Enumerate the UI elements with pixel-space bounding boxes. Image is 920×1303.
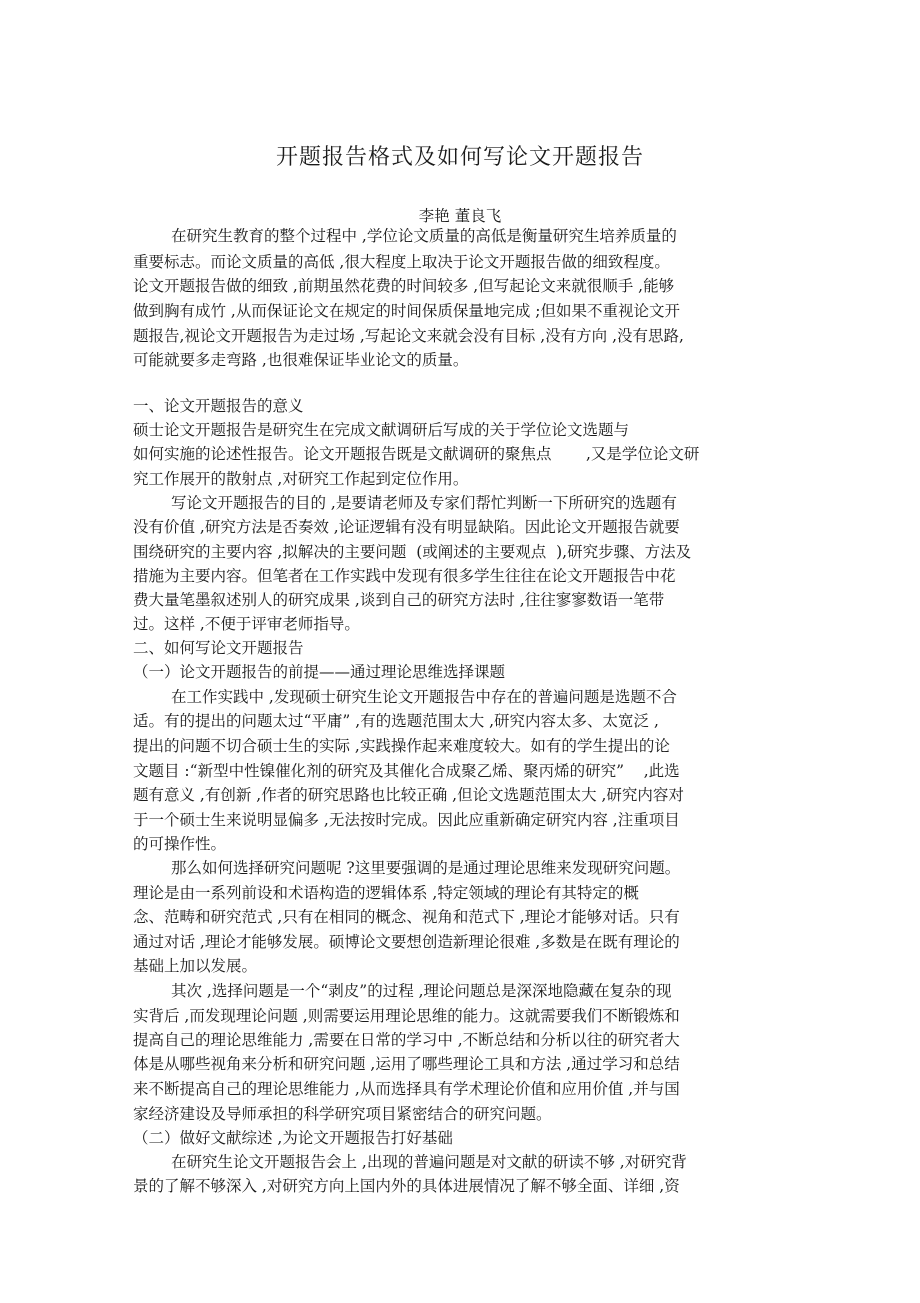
document-title: 开题报告格式及如何写论文开题报告 (275, 145, 644, 170)
paragraph-line: 围绕研究的主要内容 ,拟解决的主要问题 (或阐述的主要观点 ),研究步骤、方法及 (133, 543, 692, 561)
paragraph-line: 在研究生教育的整个过程中 ,学位论文质量的高低是衡量研究生培养质量的 (171, 227, 677, 245)
paragraph-line: 在研究生论文开题报告会上 ,出现的普遍问题是对文献的研读不够 ,对研究背 (171, 1153, 687, 1171)
document-authors: 李艳 董良飞 (418, 207, 502, 225)
paragraph-line: 做到胸有成竹 ,从而保证论文在规定的时间保质保量地完成 ;但如果不重视论文开 (133, 302, 681, 320)
paragraph-line: 可能就要多走弯路 ,也很难保证毕业论文的质量。 (133, 351, 469, 369)
paragraph-line: 基础上加以发展。 (133, 957, 258, 975)
paragraph-line: 其次 ,选择问题是一个“剥皮”的过程 ,理论问题总是深深地隐藏在复杂的现 (171, 982, 672, 1000)
paragraph-line: 来不断提高自己的理论思维能力 ,从而选择具有学术理论价值和应用价值 ,并与国 (133, 1080, 680, 1098)
section-heading: 一、论文开题报告的意义 (133, 397, 304, 415)
paragraph-line: 在工作实践中 ,发现硕士研究生论文开题报告中存在的普遍问题是选题不合 (171, 688, 677, 706)
paragraph-line: 于一个硕士生来说明显偏多 ,无法按时完成。因此应重新确定研究内容 ,注重项目 (133, 811, 680, 829)
paragraph-line: 论文开题报告做的细致 ,前期虽然花费的时间较多 ,但写起论文来就很顺手 ,能够 (133, 277, 675, 295)
paragraph-line: 文题目 :“新型中性镍催化剂的研究及其催化合成聚乙烯、聚丙烯的研究” ,此选 (133, 762, 680, 780)
paragraph-line: 理论是由一系列前设和术语构造的逻辑体系 ,特定领域的理论有其特定的概 (133, 884, 639, 902)
paragraph-line: 念、范畴和研究范式 ,只有在相同的概念、视角和范式下 ,理论才能够对话。只有 (133, 908, 680, 926)
paragraph-line: 通过对话 ,理论才能够发展。硕博论文要想创造新理论很难 ,多数是在既有理论的 (133, 933, 680, 951)
paragraph-line: 景的了解不够深入 ,对研究方向上国内外的具体进展情况了解不够全面、详细 ,资 (133, 1177, 680, 1195)
section-heading: 二、如何写论文开题报告 (133, 639, 304, 657)
paragraph-line: 适。有的提出的问题太过“平庸” ,有的选题范围太大 ,研究内容太多、太宽泛 , (133, 712, 659, 730)
subsection-heading: （一）论文开题报告的前提——通过理论思维选择课题 (133, 663, 506, 681)
paragraph-line: 那么如何选择研究问题呢 ?这里要强调的是通过理论思维来发现研究问题。 (171, 859, 681, 877)
paragraph-line: 写论文开题报告的目的 ,是要请老师及专家们帮忙判断一下所研究的选题有 (171, 494, 677, 512)
paragraph-line: 题报告,视论文开题报告为走过场 ,写起论文来就会没有目标 ,没有方向 ,没有思路, (133, 327, 684, 345)
paragraph-line: 家经济建设及导师承担的科学研究项目紧密结合的研究问题。 (133, 1105, 552, 1123)
paragraph-line: 重要标志。而论文质量的高低 ,很大程度上取决于论文开题报告做的细致程度。 (133, 253, 670, 271)
paragraph-line: 实背后 ,而发现理论问题 ,则需要运用理论思维的能力。这就需要我们不断锻炼和 (133, 1007, 680, 1025)
paragraph-line: 究工作展开的散射点 ,对研究工作起到定位作用。 (133, 470, 469, 488)
paragraph-line: 提出的问题不切合硕士生的实际 ,实践操作起来难度较大。如有的学生提出的论 (133, 737, 670, 755)
paragraph-line: 费大量笔墨叙述别人的研究成果 ,谈到自己的研究方法时 ,往往寥寥数语一笔带 (133, 591, 665, 609)
paragraph-line: 措施为主要内容。但笔者在工作实践中发现有很多学生往往在论文开题报告中花 (133, 567, 676, 585)
paragraph-line: 题有意义 ,有创新 ,作者的研究思路也比较正确 ,但论文选题范围太大 ,研究内容对 (133, 786, 684, 804)
paragraph-line: 的可操作性。 (133, 835, 227, 853)
paragraph-line: 体是从哪些视角来分析和研究问题 ,运用了哪些理论工具和方法 ,通过学习和总结 (133, 1055, 680, 1073)
paragraph-line: 硕士论文开题报告是研究生在完成文献调研后写成的关于学位论文选题与 (133, 421, 630, 439)
paragraph-line: 如何实施的论述性报告。论文开题报告既是文献调研的聚焦点 ,又是学位论文研 (133, 445, 700, 463)
subsection-heading: （二）做好文献综述 ,为论文开题报告打好基础 (133, 1129, 453, 1147)
paragraph-line: 过。这样 ,不便于评审老师指导。 (133, 615, 360, 633)
paragraph-line: 提高自己的理论思维能力 ,需要在日常的学习中 ,不断总结和分析以往的研究者大 (133, 1031, 680, 1049)
paragraph-line: 没有价值 ,研究方法是否奏效 ,论证逻辑有没有明显缺陷。因此论文开题报告就要 (133, 518, 680, 536)
